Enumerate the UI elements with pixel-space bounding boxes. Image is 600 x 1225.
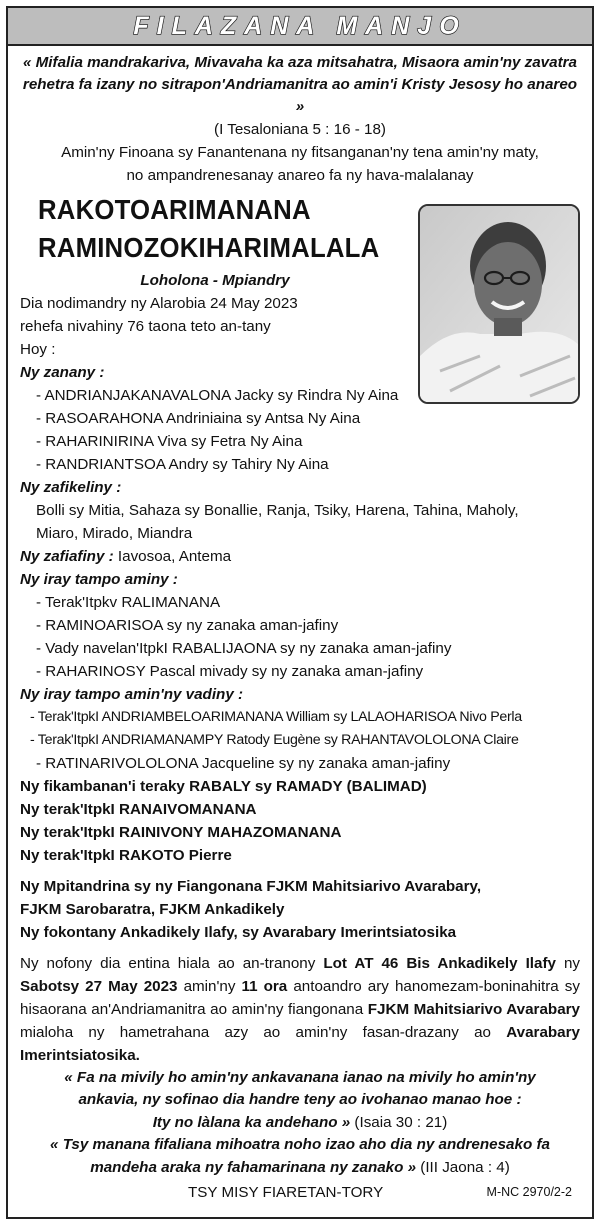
list-item: - RAHARINIRINA Viva sy Fetra Ny Aina: [36, 433, 303, 450]
list-item: - RANDRIANTSOA Andry sy Tahiry Ny Aina: [36, 456, 329, 473]
list-item: - RASOARAHONA Andriniaina sy Antsa Ny Aina: [36, 410, 361, 427]
funeral-details: Ny nofony dia entina hiala ao an-tranony Lot AT 46 Bis Ankadikely Ilafy ny Sabotsy 27 May 2023 amin'ny 11 ora antoandro ary hanomezam-boninahitra sy hisaorana an'Andriamanitra ao amin'ny fiangonana FJKM Mahitsiarivo Avarabary mialoha ny hametrahana azy ao amin'ny fasan-drazany ao Avarabary Imerintsiatosika.: [20, 955, 580, 1064]
siblings-heading: Ny iray tampo aminy :: [20, 571, 178, 588]
deceased-photo: [418, 204, 580, 404]
list-item: - Vady navelan'ItpkI RABALIJAONA sy ny zanaka aman-jafiny: [36, 640, 452, 657]
list-item: - RAMINOARISOA sy ny zanaka aman-jafiny: [36, 617, 339, 634]
top-block: [20, 52, 580, 361]
death-date: Dia nodimandry ny Alarobia 24 May 2023: [20, 295, 298, 312]
portrait-image: [420, 206, 580, 404]
opening-verse-ref: (I Tesaloniana 5 : 16 - 18): [214, 121, 386, 138]
list-item: Ny terak'ItpkI RANAIVOMANANA: [20, 801, 257, 818]
closing-verse-2: « Tsy manana fifaliana mihoatra noho izao aho dia ny andrenesako fa mandeha araka ny fahamarinana ny zanako » (III Jaona : 4): [50, 1136, 550, 1176]
notice-body: [8, 46, 592, 1204]
intro-text: Amin'ny Finoana sy Fanantenana ny fitsanganan'ny tena amin'ny maty, no ampandrenesanay anareo fa ny hava-malalanay: [61, 144, 539, 184]
list-item: Ny terak'ItpkI RAINIVONY MAHAZOMANANA: [20, 824, 342, 841]
opening-verse: « Mifalia mandrakariva, Mivavaha ka aza mitsahatra, Misaora amin'ny zavatra rehetra fa izany no sitrapon'Andriamanitra ao amin'i Kristy Jesosy ho anareo »: [22, 54, 578, 115]
spouse-siblings-list: [20, 706, 580, 775]
deceased-name-2: RAMINOZOKIHARIMALALA: [38, 232, 380, 263]
siblings-list: [20, 591, 580, 683]
no-vigil-notice: TSY MISY FIARETAN-TORY: [188, 1184, 384, 1201]
list-item: Ny terak'ItpkI RAKOTO Pierre: [20, 847, 232, 864]
closing-verse-1: « Fa na mivily ho amin'ny ankavanana ianao na mivily ho amin'ny ankavia, ny sofinao dia handre teny ao ivohanao manao hoe : Ity no làlana ka andehano » (Isaia 30 : 21): [64, 1069, 536, 1131]
deceased-names: [20, 191, 410, 267]
deceased-title: Loholona - Mpiandry: [140, 272, 290, 289]
age-line: rehefa nivahiny 76 taona teto an-tany: [20, 318, 271, 335]
list-item: - Terak'ItpkI ANDRIAMBELOARIMANANA William sy LALAOHARISOA Nivo Perla: [30, 709, 522, 725]
great-grandchildren-line: Ny zafiafiny : Iavosoa, Antema: [20, 548, 232, 565]
list-item: Ny fikambanan'i teraky RABALY sy RAMADY (BALIMAD): [20, 778, 427, 795]
list-item: - RAHARINOSY Pascal mivady sy ny zanaka aman-jafiny: [36, 663, 424, 680]
list-item: - ANDRIANJAKANAVALONA Jacky sy Rindra Ny Aina: [36, 387, 399, 404]
spouse-siblings-heading: Ny iray tampo amin'ny vadiny :: [20, 686, 244, 703]
obituary-notice: [6, 6, 594, 1219]
list-item: - Terak'Itpkv RALIMANANA: [36, 594, 221, 611]
deceased-name-1: RAKOTOARIMANANA: [38, 194, 311, 225]
notice-title: FILAZANA MANJO: [133, 11, 467, 40]
church-block: Ny Mpitandrina sy ny Fiangonana FJKM Mahitsiarivo Avarabary, FJKM Sarobaratra, FJKM Ankadikely Ny fokontany Ankadikely Ilafy, sy Avarabary Imerintsiatosika: [20, 878, 482, 941]
grandchildren-heading: Ny zafikeliny :: [20, 479, 122, 496]
list-item: - Terak'ItpkI ANDRIAMANAMPY Ratody Eugène sy RAHANTAVOLOLONA Claire: [30, 732, 519, 748]
notice-footer: [20, 1181, 580, 1204]
list-item: - RATINARIVOLOLONA Jacqueline sy ny zanaka aman-jafiny: [36, 755, 451, 772]
children-heading: Ny zanany :: [20, 364, 105, 381]
hoy-label: Hoy :: [20, 341, 56, 358]
notice-header: [8, 8, 592, 46]
grandchildren-list: Bolli sy Mitia, Sahaza sy Bonallie, Ranja, Tsiky, Harena, Tahina, Maholy, Miaro, Mirado, Miandra: [36, 502, 519, 542]
other-relatives: [20, 775, 580, 867]
notice-reference: M-NC 2970/2-2: [486, 1185, 572, 1199]
